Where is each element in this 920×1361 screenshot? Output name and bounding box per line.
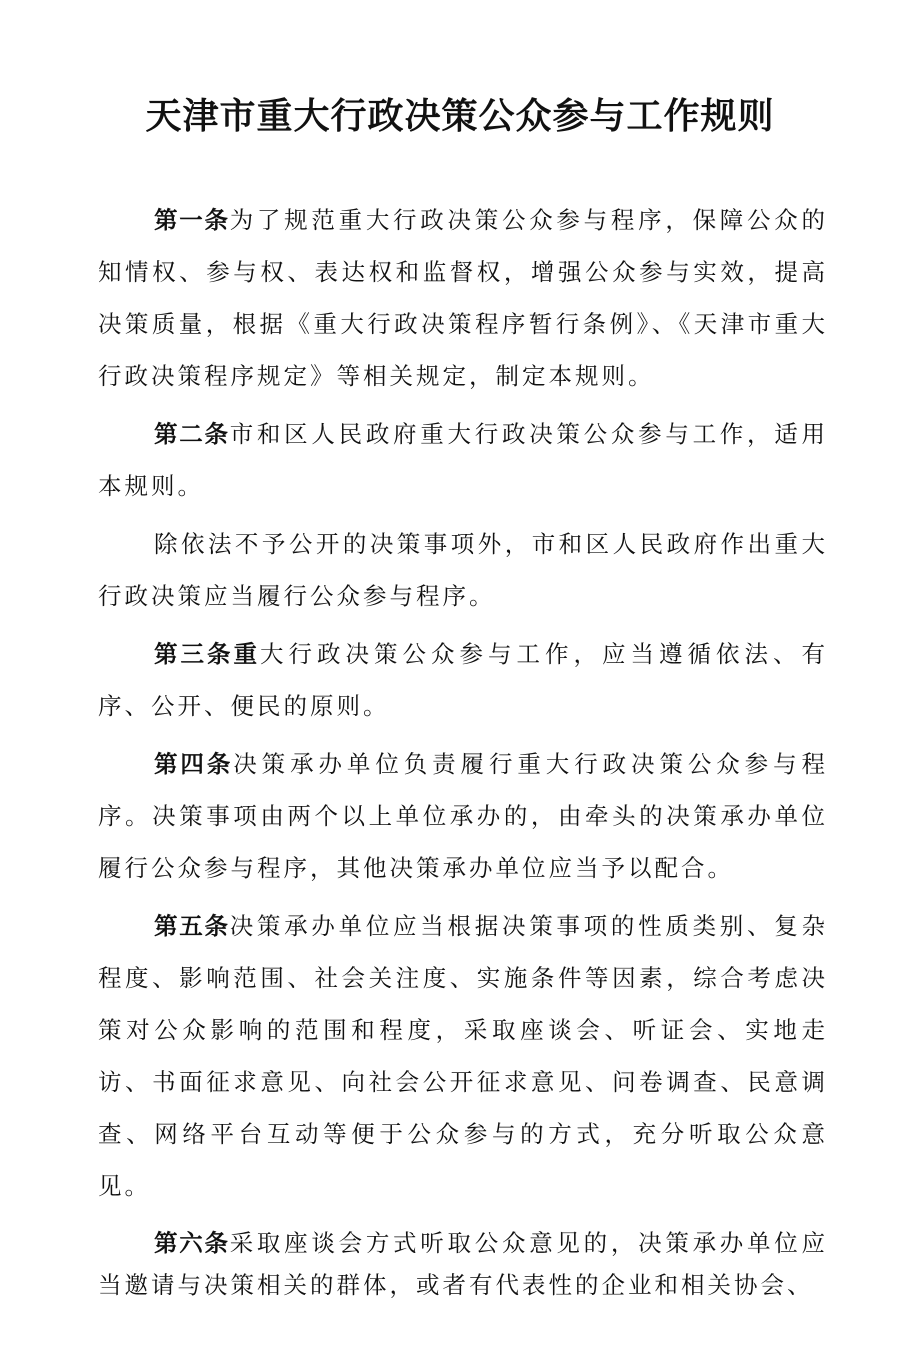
article-text: 市和区人民政府重大行政决策公众参与工作，适用本规则。 bbox=[98, 420, 828, 500]
article-number: 第六条 bbox=[154, 1229, 230, 1257]
article-text: 除依法不予公开的决策事项外，市和区人民政府作出重大行政决策应当履行公众参与程序。 bbox=[98, 530, 828, 610]
article-number: 第三条重 bbox=[154, 640, 260, 668]
document-body bbox=[98, 194, 828, 1312]
article-text: 决策承办单位应当根据决策事项的性质类别、复杂程度、影响范围、社会关注度、实施条件等因素，综合考虑决策对公众影响的范围和程度，采取座谈会、听证会、实地走访、书面征求意见、向社会公开征求意见、问卷调查、民意调查、网络平台互动等便于公众参与的方式，充分听取公众意见。 bbox=[98, 912, 828, 1200]
article-5-paragraph bbox=[98, 900, 828, 1212]
document-title: 天津市重大行政决策公众参与工作规则 bbox=[145, 96, 775, 137]
article-number: 第二条 bbox=[154, 420, 230, 448]
article-text: 决策承办单位负责履行重大行政决策公众参与程序。决策事项由两个以上单位承办的，由牵头的决策承办单位履行公众参与程序，其他决策承办单位应当予以配合。 bbox=[98, 750, 829, 882]
article-2-paragraph bbox=[98, 408, 828, 512]
article-6-paragraph bbox=[98, 1222, 828, 1306]
article-4-paragraph bbox=[98, 738, 828, 894]
article-2-continuation-paragraph bbox=[98, 518, 828, 622]
article-3-paragraph bbox=[98, 628, 828, 732]
article-text: 大行政决策公众参与工作，应当遵循依法、有序、公开、便民的原则。 bbox=[98, 640, 828, 720]
article-1-paragraph bbox=[98, 194, 828, 402]
article-number: 第五条 bbox=[154, 912, 230, 940]
article-text: 为了规范重大行政决策公众参与程序，保障公众的知情权、参与权、表达权和监督权，增强公众参与实效，提高决策质量，根据《重大行政决策程序暂行条例》、《天津市重大行政决策程序规定》等相关规定，制定本规则。 bbox=[98, 206, 828, 390]
article-number: 第一条 bbox=[154, 206, 230, 234]
article-text: 采取座谈会方式听取公众意见的，决策承办单位应当邀请与决策相关的群体，或者有代表性的企业和相关协会、 bbox=[98, 1229, 828, 1299]
article-number: 第四条 bbox=[154, 750, 234, 778]
